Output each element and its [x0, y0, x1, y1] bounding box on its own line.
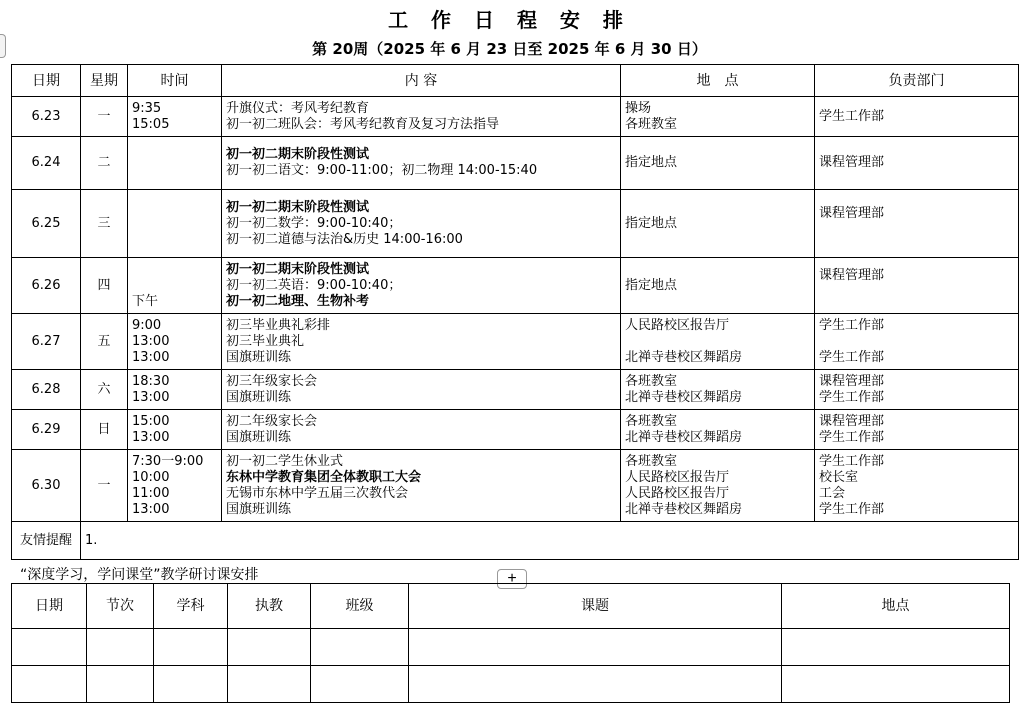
- dept-line: 课程管理部: [819, 155, 885, 170]
- content-line: 国旗班训练: [226, 349, 292, 365]
- cell-time: [128, 190, 222, 258]
- cell-weekday: 四: [81, 258, 128, 314]
- content-line: 无锡市东林中学五届三次教代会: [226, 485, 409, 501]
- cell-weekday: 五: [81, 314, 128, 370]
- content-line: 国旗班训练: [226, 389, 292, 405]
- cell-date: 6.29: [12, 410, 81, 450]
- reminder-label: 友情提醒: [12, 522, 81, 560]
- location-line: 人民路校区报告厅: [625, 485, 730, 501]
- cell-location: [621, 314, 815, 370]
- cell-date: 6.24: [12, 137, 81, 190]
- table-row: [12, 258, 1019, 314]
- cell-location: [621, 137, 815, 190]
- cell-content: [222, 410, 621, 450]
- content-line: 国旗班训练: [226, 429, 292, 445]
- cell-content: [222, 370, 621, 410]
- content-line: 初一初二期末阶段性测试: [226, 199, 370, 215]
- time-line: 10:00: [132, 469, 170, 485]
- seminar-cell[interactable]: [12, 666, 87, 703]
- seminar-cell[interactable]: [12, 629, 87, 666]
- header-content: 内 容: [222, 65, 621, 97]
- table-row: [12, 450, 1019, 522]
- seminar-cell[interactable]: [409, 666, 782, 703]
- cell-time: [128, 450, 222, 522]
- seminar-header-date: 日期: [12, 584, 87, 629]
- dept-line: 课程管理部: [819, 268, 885, 283]
- content-line: 初三年级家长会: [226, 373, 318, 389]
- time-line: 9:00: [132, 317, 162, 333]
- cell-content: [222, 190, 621, 258]
- seminar-cell[interactable]: [311, 629, 409, 666]
- content-line: 初一初二期末阶段性测试: [226, 147, 370, 162]
- time-line: 7:30一9:00: [132, 453, 204, 469]
- cell-weekday: 一: [81, 97, 128, 137]
- time-line: 15:05: [132, 116, 170, 132]
- seminar-header-topic: 课题: [409, 584, 782, 629]
- header-location: 地 点: [621, 65, 815, 97]
- location-line: 各班教室: [625, 373, 678, 389]
- dept-line: 课程管理部: [819, 413, 885, 429]
- table-row: [12, 410, 1019, 450]
- seminar-row: [12, 666, 1010, 703]
- dept-line: 学生工作部: [819, 501, 885, 517]
- seminar-header-period: 节次: [87, 584, 154, 629]
- seminar-cell[interactable]: [228, 666, 311, 703]
- cell-time: [128, 258, 222, 314]
- cell-date: 6.30: [12, 450, 81, 522]
- cell-date: 6.25: [12, 190, 81, 258]
- content-line: 初三毕业典礼: [226, 333, 305, 349]
- cell-date: 6.26: [12, 258, 81, 314]
- time-line: 13:00: [132, 349, 170, 365]
- cell-date: 6.28: [12, 370, 81, 410]
- cell-date: 6.27: [12, 314, 81, 370]
- content-line: 初一初二学生休业式: [226, 453, 344, 469]
- reminder-text[interactable]: 1.: [81, 522, 1019, 560]
- seminar-header-row: [12, 584, 1010, 629]
- cell-dept: [815, 137, 1019, 190]
- content-line: 初三毕业典礼彩排: [226, 317, 331, 333]
- location-line: 北禅寺巷校区舞蹈房: [625, 389, 743, 405]
- time-line: 13:00: [132, 333, 170, 349]
- seminar-cell[interactable]: [154, 629, 228, 666]
- header-time: 时间: [128, 65, 222, 97]
- content-line: 升旗仪式：考风考纪教育: [226, 100, 370, 116]
- cell-content: [222, 450, 621, 522]
- cell-time: [128, 370, 222, 410]
- cell-location: [621, 370, 815, 410]
- seminar-cell[interactable]: [782, 666, 1010, 703]
- time-line: 13:00: [132, 429, 170, 445]
- cell-time: [128, 314, 222, 370]
- week-subtitle: 第 20周（2025 年 6 月 23 日至 2025 年 6 月 30 日）: [312, 40, 707, 58]
- location-line: 指定地点: [625, 277, 678, 293]
- dept-line: 学生工作部: [819, 317, 885, 333]
- dept-line: 课程管理部: [819, 373, 885, 389]
- cell-content: [222, 258, 621, 314]
- seminar-cell[interactable]: [228, 629, 311, 666]
- cell-time: [128, 410, 222, 450]
- cell-weekday: 二: [81, 137, 128, 190]
- location-line: 人民路校区报告厅: [625, 317, 730, 333]
- table-row: [12, 314, 1019, 370]
- cell-time: [128, 137, 222, 190]
- dept-line: 学生工作部: [819, 389, 885, 405]
- cell-weekday: 三: [81, 190, 128, 258]
- page-title: 工 作 日 程 安 排: [388, 8, 631, 32]
- cell-weekday: 日: [81, 410, 128, 450]
- cell-weekday: 六: [81, 370, 128, 410]
- location-line: 人民路校区报告厅: [625, 469, 730, 485]
- location-line: 北禅寺巷校区舞蹈房: [625, 429, 743, 445]
- cell-content: [222, 137, 621, 190]
- content-line: 东林中学教育集团全体教职工大会: [226, 469, 422, 485]
- table-row: [12, 137, 1019, 190]
- cell-time: [128, 97, 222, 137]
- location-line: 各班教室: [625, 413, 678, 429]
- time-line: 13:00: [132, 389, 170, 405]
- cell-content: [222, 314, 621, 370]
- cell-location: [621, 410, 815, 450]
- location-line: 指定地点: [625, 155, 678, 170]
- cell-dept: [815, 258, 1019, 314]
- dept-line: 课程管理部: [819, 206, 885, 221]
- reminder-row: [12, 522, 1019, 560]
- cell-content: [222, 97, 621, 137]
- content-line: 初一初二数学：9:00-10:40；: [226, 215, 402, 231]
- time-line: 18:30: [132, 373, 170, 389]
- cell-dept: [815, 370, 1019, 410]
- seminar-cell[interactable]: [782, 629, 1010, 666]
- cell-dept: [815, 190, 1019, 258]
- header-weekday: 星期: [81, 65, 128, 97]
- cell-weekday: 一: [81, 450, 128, 522]
- cell-dept: [815, 450, 1019, 522]
- location-line: 北禅寺巷校区舞蹈房: [625, 501, 743, 517]
- table-row: [12, 370, 1019, 410]
- content-line: 初一初二道德与法治&历史 14:00-16:00: [226, 231, 463, 247]
- cell-date: 6.23: [12, 97, 81, 137]
- cell-location: [621, 97, 815, 137]
- location-line: 操场: [625, 100, 652, 116]
- location-line: 北禅寺巷校区舞蹈房: [625, 349, 743, 365]
- seminar-cell[interactable]: [87, 666, 154, 703]
- cell-location: [621, 190, 815, 258]
- seminar-cell[interactable]: [409, 629, 782, 666]
- content-line: 初一初二期末阶段性测试: [226, 261, 370, 277]
- content-line: 初一初二语文：9:00-11:00；初二物理 14:00-15:40: [226, 163, 538, 178]
- content-line: 初一初二地理、生物补考: [226, 293, 370, 309]
- time-line: 13:00: [132, 501, 170, 517]
- content-line: 初一初二班队会：考风考纪教育及复习方法指导: [226, 116, 500, 132]
- seminar-header-teacher: 执教: [228, 584, 311, 629]
- dept-line: 学生工作部: [819, 429, 885, 445]
- cell-dept: [815, 314, 1019, 370]
- content-line: 初一初二英语：9:00-10:40；: [226, 277, 402, 293]
- cell-location: [621, 258, 815, 314]
- time-line: 9:35: [132, 100, 162, 116]
- cell-location: [621, 450, 815, 522]
- dept-line: 学生工作部: [819, 453, 885, 469]
- time-line: 15:00: [132, 413, 170, 429]
- seminar-table: [11, 583, 1010, 703]
- schedule-table: [11, 64, 1019, 560]
- time-line: 下午: [132, 293, 159, 309]
- location-line: 指定地点: [625, 215, 678, 231]
- seminar-cell[interactable]: [154, 666, 228, 703]
- schedule-header-row: [12, 65, 1019, 97]
- table-row: [12, 190, 1019, 258]
- add-row-button[interactable]: +: [497, 569, 527, 589]
- dept-line: 学生工作部: [819, 349, 885, 365]
- seminar-cell[interactable]: [311, 666, 409, 703]
- header-dept: 负责部门: [815, 65, 1019, 97]
- seminar-title: “深度学习，学问课堂”教学研讨课安排: [20, 567, 259, 583]
- seminar-cell[interactable]: [87, 629, 154, 666]
- dept-line: 工会: [819, 485, 846, 501]
- seminar-row: [12, 629, 1010, 666]
- location-line: 各班教室: [625, 116, 678, 132]
- cell-dept: [815, 410, 1019, 450]
- time-line: 11:00: [132, 485, 170, 501]
- seminar-header-location: 地点: [782, 584, 1010, 629]
- cell-dept: [815, 97, 1019, 137]
- location-line: 各班教室: [625, 453, 678, 469]
- content-line: 初二年级家长会: [226, 413, 318, 429]
- table-row: [12, 97, 1019, 137]
- header-date: 日期: [12, 65, 81, 97]
- dept-line: 校长室: [819, 469, 859, 485]
- dept-line: 学生工作部: [819, 108, 885, 124]
- seminar-header-subject: 学科: [154, 584, 228, 629]
- seminar-header-class: 班级: [311, 584, 409, 629]
- content-line: 国旗班训练: [226, 501, 292, 517]
